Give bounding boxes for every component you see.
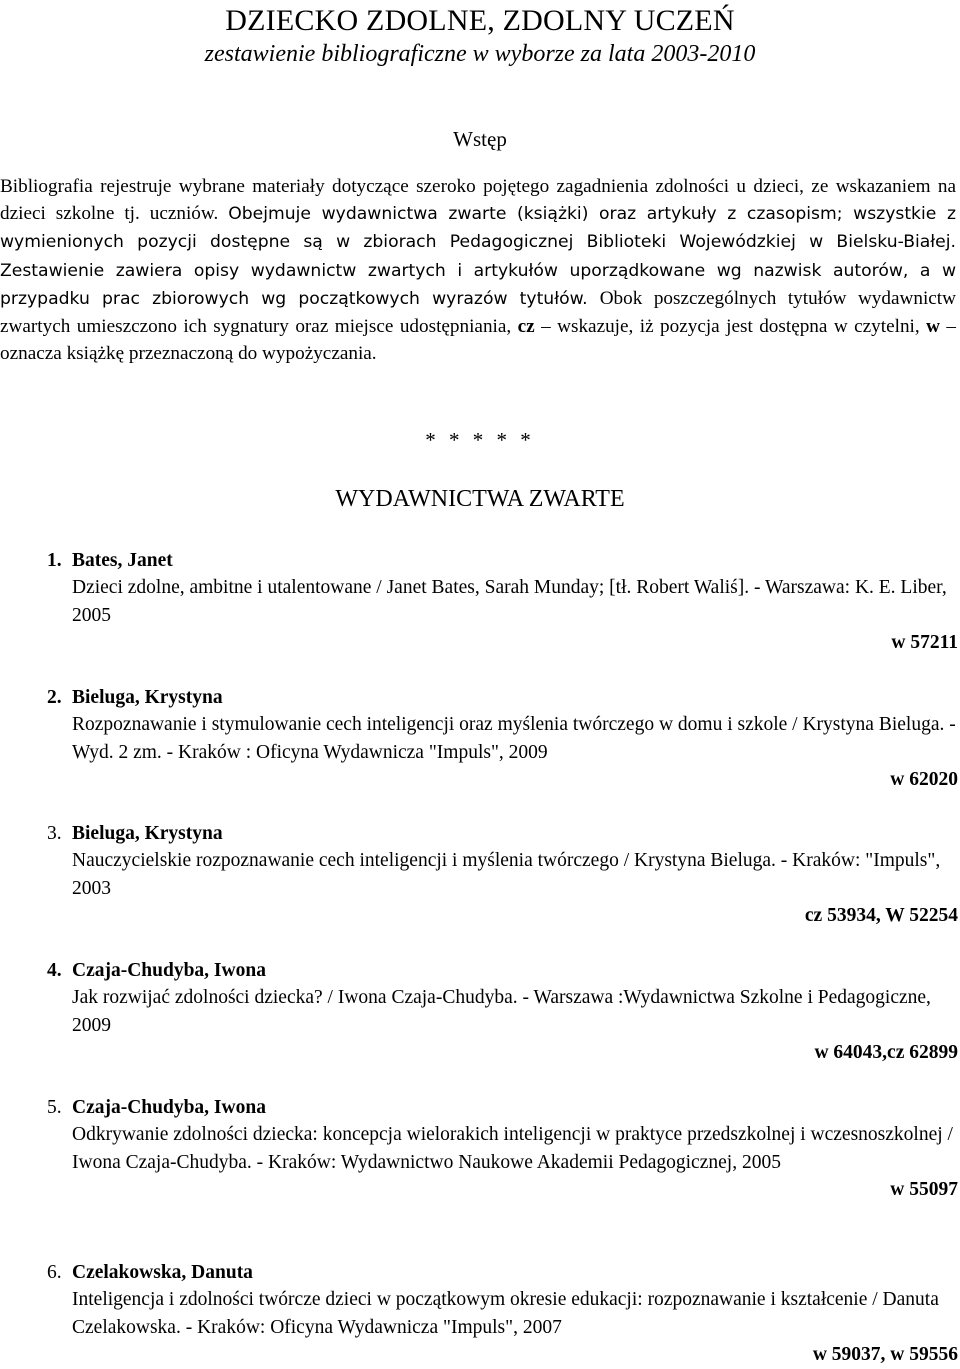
intro-text-part1: Bibliografia rejestruje wybrane materiały dotyczące szeroko pojętego zagadnienia zdolności u dzieci, ze wskazaniem na dzieci szkolne tj. uczniów. xyxy=(0,176,956,225)
entry-signature: w 57211 xyxy=(891,632,958,653)
entry-head xyxy=(0,820,958,847)
entry-head xyxy=(0,1094,958,1121)
document-subtitle: zestawienie bibliograficzne w wyborze za lata 2003-2010 xyxy=(204,41,756,67)
entry-head xyxy=(0,957,958,984)
entry-signature: cz 53934, W 52254 xyxy=(804,905,958,926)
entry-number: 3. xyxy=(47,823,62,844)
bibliography-entry-6 xyxy=(0,1259,958,1369)
entry-number: 2. xyxy=(47,687,62,708)
entry-author: Bates, Janet xyxy=(72,550,173,571)
section-heading: WYDAWNICTWA ZWARTE xyxy=(335,486,625,512)
entry-number: 5. xyxy=(47,1097,62,1118)
entry-description: Dzieci zdolne, ambitne i utalentowane / Janet Bates, Sarah Munday; [tł. Robert Waliś]. - Warszawa: K. E. Liber, 2005 xyxy=(72,577,947,626)
bibliography-entry-5 xyxy=(0,1094,958,1204)
intro-text-part5: – wskazuje, iż pozycja jest dostępna w czytelni, xyxy=(534,316,927,338)
bibliography-entry-4 xyxy=(0,957,958,1067)
entry-signature: w 59037, w 59556 xyxy=(812,1344,958,1365)
intro-paragraph xyxy=(0,173,956,367)
entry-number: 1. xyxy=(47,550,62,571)
entry-description: Nauczycielskie rozpoznawanie cech inteligencji i myślenia twórczego / Krystyna Bieluga. - Kraków: "Impuls", 2003 xyxy=(72,850,941,899)
document-title: DZIECKO ZDOLNE, ZDOLNY UCZEŃ xyxy=(225,4,735,37)
bibliography-entry-1 xyxy=(0,547,958,657)
entry-author: Czaja-Chudyba, Iwona xyxy=(72,1097,266,1118)
entry-signature: w 55097 xyxy=(890,1179,958,1200)
entry-author: Czaja-Chudyba, Iwona xyxy=(72,960,266,981)
entry-author: Bieluga, Krystyna xyxy=(72,823,223,844)
intro-text-part4: Obok poszczególnych tytułów wydawnictw zwartych umieszczono ich sygnatury oraz miejsce udostępniania, xyxy=(0,287,956,338)
entry-head xyxy=(0,1259,958,1286)
intro-heading: Wstęp xyxy=(453,127,507,151)
intro-text-part2: Obejmuje wydawnictwa zwarte (książki) oraz artykuły z czasopism; wszystkie z wymienionych pozycji dostępne są w zbiorach Pedagogicznej Biblioteki Wojewódzkiej w Bielsku-Białej. xyxy=(0,204,956,253)
entry-signature: w 62020 xyxy=(890,769,958,790)
intro-cz-code: cz xyxy=(517,316,535,338)
bibliography-entry-2 xyxy=(0,684,958,794)
entry-description: Rozpoznawanie i stymulowanie cech inteligencji oraz myślenia twórczego w domu i szkole / Krystyna Bieluga. - Wyd. 2 zm. - Kraków : Oficyna Wydawnicza "Impuls", 2009 xyxy=(72,714,956,763)
entry-author: Bieluga, Krystyna xyxy=(72,687,223,708)
intro-w-code: w xyxy=(926,316,940,338)
entry-head xyxy=(0,547,958,574)
entry-description: Inteligencja i zdolności twórcze dzieci w początkowym okresie edukacji: rozpoznawanie i kształcenie / Danuta Czelakowska. - Kraków: Oficyna Wydawnicza "Impuls", 2007 xyxy=(72,1289,939,1338)
entry-description: Odkrywanie zdolności dziecka: koncepcja wielorakich inteligencji w praktyce przedszkolnej i wczesnoszkolnej / Iwona Czaja-Chudyba. - Kraków: Wydawnictwo Naukowe Akademii Pedagogicznej, 2005 xyxy=(72,1124,953,1173)
entry-number: 4. xyxy=(47,960,62,981)
entry-author: Czelakowska, Danuta xyxy=(72,1262,253,1283)
intro-section xyxy=(0,173,956,367)
intro-text-part3: Zestawienie zawiera opisy wydawnictw zwartych i artykułów uporządkowane wg nazwisk autorów, a w przypadku prac zbiorowych wg początkowych wyrazów tytułów. xyxy=(0,260,956,309)
separator-stars: * * * * * xyxy=(425,428,535,452)
entry-description: Jak rozwijać zdolności dziecka? / Iwona Czaja-Chudyba. - Warszawa :Wydawnictwa Szkolne i Pedagogiczne, 2009 xyxy=(72,987,931,1036)
bibliography-entry-3 xyxy=(0,820,958,930)
entry-number: 6. xyxy=(47,1262,62,1283)
intro-text-part6: – oznacza książkę przeznaczoną do wypożyczania. xyxy=(0,316,956,365)
entry-signature: w 64043,cz 62899 xyxy=(814,1042,958,1063)
entry-head xyxy=(0,684,958,711)
